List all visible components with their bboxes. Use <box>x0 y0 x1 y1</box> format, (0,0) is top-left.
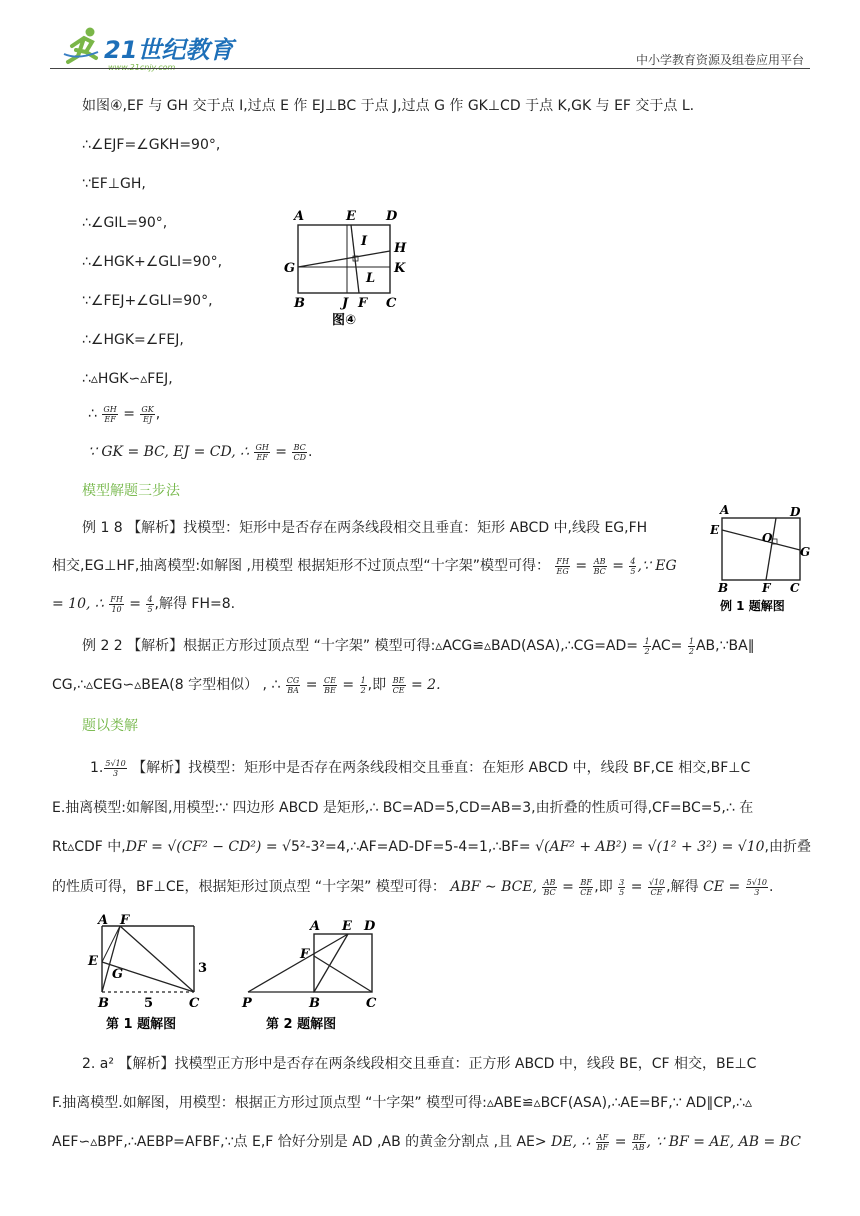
fraction: $\frac{BC}{CD}$ <box>293 442 307 462</box>
equation-line: CG,∴▵CEG∽▵BEA(8 字型相似） , ∴ $\frac{CG}{BA}$ = $\frac{CE}{BE}$ = $\frac{1}{2}$ ,即 $\frac{BE}{CE}$ = 2. <box>52 675 441 695</box>
equation-line: ∴ $\frac{GH}{EF}$ = $\frac{GK}{EJ}$ , <box>88 404 161 424</box>
fraction: $\frac{GH}{EF}$ <box>103 404 117 424</box>
label-L: L <box>366 271 376 286</box>
svg-text:C: C <box>366 996 377 1011</box>
svg-text:F: F <box>300 947 310 962</box>
example-1-figure <box>710 500 815 618</box>
svg-text:G: G <box>112 967 124 982</box>
fraction: $\frac{GH}{EF}$ <box>255 442 269 462</box>
equation-line: 的性质可得，BF⊥CE，根据矩形过顶点型 “十字架” 模型可得： ABF ∼ BCE, $\frac{AB}{BC}$ = $\frac{BF}{CE}$ ,即 $\frac{3}{5}$ = $\frac{√10}{CE}$ ,解得 CE = $\frac{5√10}{3}$ . <box>52 877 774 897</box>
equation-line: 1. $\frac{5√10}{3}$ 【解析】找模型：矩形中是否存在两条线段相交且垂直：在矩形 ABCD 中，线段 BF,CE 相交,BF⊥C <box>90 758 751 778</box>
svg-text:C: C <box>790 581 800 595</box>
svg-text:E: E <box>710 523 720 537</box>
label-H: H <box>394 241 407 256</box>
label-I: I <box>361 234 368 249</box>
text-line: ∵EF⊥GH, <box>82 176 146 192</box>
svg-text:D: D <box>790 505 801 519</box>
svg-text:D: D <box>364 919 376 934</box>
fraction: $\frac{GK}{EJ}$ <box>141 404 154 424</box>
svg-text:B: B <box>718 581 729 595</box>
svg-text:第 2 题解图: 第 2 题解图 <box>266 1017 337 1032</box>
svg-text:C: C <box>189 996 200 1011</box>
svg-text:5: 5 <box>144 996 154 1011</box>
svg-text:A: A <box>98 913 109 928</box>
text-line: 如图④,EF 与 GH 交于点 I,过点 E 作 EJ⊥BC 于点 J,过点 G 作 GK⊥CD 于点 K,GK 与 EF 交于点 L. <box>82 98 695 114</box>
site-logo <box>58 24 258 72</box>
equation-line: 相交,EG⊥HF,抽离模型:如解图 ,用模型 根据矩形不过顶点型“十字架”模型可得： $\frac{FH}{EG}$ = $\frac{AB}{BC}$ = $\frac{4}{5}$ ,∵ EG <box>52 556 677 576</box>
svg-text:E: E <box>88 954 98 969</box>
figure-4 <box>280 205 410 330</box>
svg-text:A: A <box>720 503 730 517</box>
svg-text:E: E <box>342 919 352 934</box>
svg-text:P: P <box>242 996 252 1011</box>
svg-text:第 1 题解图: 第 1 题解图 <box>106 1017 177 1032</box>
svg-text:3: 3 <box>198 961 208 976</box>
equation-line: ∵ GK = BC, EJ = CD, ∴ $\frac{GH}{EF}$ = $\frac{BC}{CD}$ . <box>88 442 313 462</box>
label-E: E <box>346 209 356 224</box>
text-line: ∴∠GIL=90°, <box>82 215 168 231</box>
header-divider <box>50 68 810 69</box>
logo-text: 21世纪教育 <box>104 36 234 64</box>
label-B: B <box>294 296 305 311</box>
svg-text:例 1 题解图: 例 1 题解图 <box>720 599 785 613</box>
question-1-figure <box>84 912 214 1037</box>
label-G: G <box>284 261 296 276</box>
logo-url: www.21cnjy.com <box>108 63 176 72</box>
runner-logo-icon <box>58 24 258 72</box>
text-line: F.抽离模型.如解图，用模型：根据正方形过顶点型 “十字架” 模型可得:▵ABE≌▵BCF(ASA),∴AE=BF,∵ AD∥CP,∴▵ <box>52 1095 752 1111</box>
label-C: C <box>386 296 397 311</box>
svg-text:F: F <box>120 913 130 928</box>
section-heading: 题以类解 <box>82 718 138 734</box>
equation-line: AEF∽▵BPF,∴AEBP=AFBF,∵点 E,F 恰好分别是 AD ,AB 的黄金分割点 ,且 AE> DE, ∴ $\frac{AF}{BF}$ = $\frac{BF}{AB}$ , ∵ BF = AE, AB = BC <box>52 1132 801 1152</box>
svg-text:B: B <box>98 996 109 1011</box>
figure-caption: 图④ <box>332 313 357 328</box>
equation-line: Rt▵CDF 中,DF = √(CF² − CD²) = √5²-3²=4,∴AF=AD-DF=5-4=1,∴BF= √(AF² + AB²) = √(1² + 3²) = √10,由折叠 <box>52 839 811 855</box>
label-D: D <box>386 209 398 224</box>
svg-text:F: F <box>762 581 771 595</box>
label-A: A <box>294 209 305 224</box>
text-line: ∴∠EJF=∠GKH=90°, <box>82 137 221 153</box>
text-line: ∴▵HGK∽▵FEJ, <box>82 371 173 387</box>
text-line: ∴∠HGK=∠FEJ, <box>82 332 184 348</box>
text-line: ∵∠FEJ+∠GLI=90°, <box>82 293 213 309</box>
svg-text:G: G <box>800 545 811 559</box>
section-heading: 模型解题三步法 <box>82 483 180 499</box>
question-2-figure <box>236 912 396 1037</box>
text-line: 例 1 8 【解析】找模型：矩形中是否存在两条线段相交且垂直：矩形 ABCD 中,线段 EG,FH <box>82 520 648 536</box>
label-J: J <box>342 296 349 311</box>
equation-line: = 10, ∴ $\frac{FH}{10}$ = $\frac{4}{5}$ ,解得 FH=8. <box>52 594 236 614</box>
svg-text:B: B <box>309 996 320 1011</box>
equation-line: 例 2 2 【解析】根据正方形过顶点型 “十字架” 模型可得:▵ACG≌▵BAD(ASA),∴CG=AD= $\frac{1}{2}$ AC= $\frac{1}{2}$ AB,∵BA∥ <box>82 636 755 656</box>
label-F: F <box>358 296 368 311</box>
text-line: E.抽离模型:如解图,用模型:∵ 四边形 ABCD 是矩形,∴ BC=AD=5,CD=AB=3,由折叠的性质可得,CF=BC=5,∴ 在 <box>52 800 754 816</box>
svg-text:O: O <box>762 531 773 545</box>
site-tagline: 中小学教育资源及组卷应用平台 <box>635 53 804 67</box>
text-line: 2. a² 【解析】找模型正方形中是否存在两条线段相交且垂直：正方形 ABCD 中，线段 BE，CF 相交，BE⊥C <box>82 1056 757 1072</box>
label-K: K <box>394 261 406 276</box>
svg-text:A: A <box>310 919 321 934</box>
text-line: ∴∠HGK+∠GLI=90°, <box>82 254 223 270</box>
